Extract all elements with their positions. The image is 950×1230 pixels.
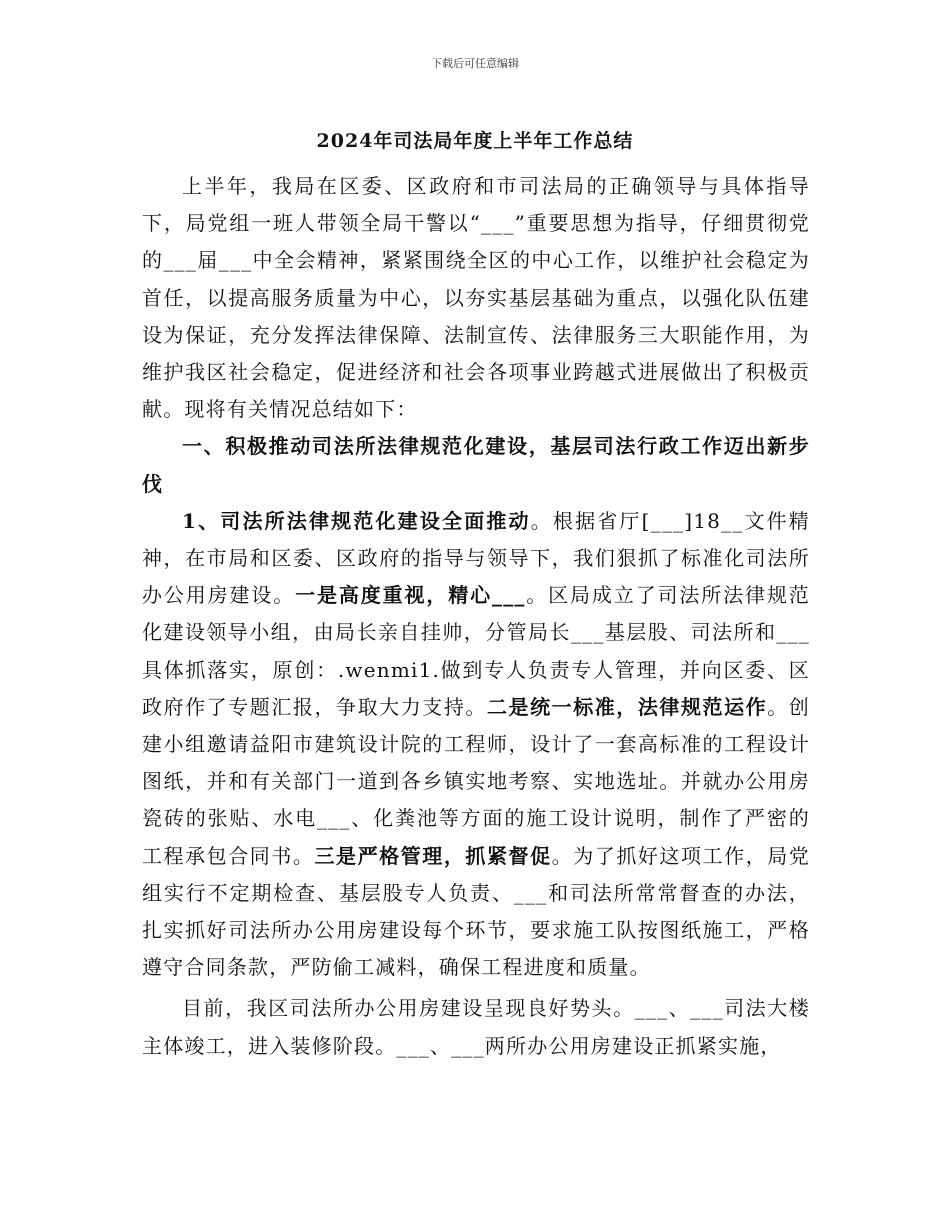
- header-note: 下载后可任意编辑: [431, 57, 519, 70]
- paragraph-text: 。区局成立了司法所法律规范化建设领导小组，由局长亲自挂帅，分管局长___基层股、司法所和___具体抓落实，原创：.wenmi1.做到专人负责专人管理，并向区委、区政府作了专题汇报，争取大力支持。: [142, 583, 811, 719]
- section-heading: 一、积极推动司法所法律规范化建设，基层司法行政工作迈出新步伐: [142, 434, 810, 496]
- paragraph-text: 。根据省厅[___]18__文件精神，在市局和区委、区政府的指导与领导下，我们狠抓了标准化司法所办公用房建设。: [142, 508, 810, 608]
- subsection-lead: 1、司法所法律规范化建设全面推动: [182, 508, 531, 533]
- document-body: [142, 168, 810, 1065]
- paragraph-text: 。为了抓好这项工作，局党组实行不定期检查、基层股专人负责、___和司法所常常督查的办法，扎实抓好司法所办公用房建设每个环节，要求施工队按图纸施工，严格遵守合同条款，严防偷工减料，确保工程进度和质量。: [142, 843, 810, 980]
- document-title: 2024年司法局年度上半年工作总结: [316, 130, 634, 152]
- paragraph-progress: 目前，我区司法所办公用房建设呈现良好势头。___、___司法大楼主体竣工，进入装修阶段。___、___两所办公用房建设正抓紧实施，: [142, 996, 810, 1058]
- paragraph-section-1: [142, 503, 810, 987]
- paragraph-text: 。创建小组邀请益阳市建筑设计院的工程师，设计了一套高标准的工程设计图纸，并和有关部门一道到各乡镇实地考察、实地选址。并就办公用房瓷砖的张贴、水电___、化粪池等方面的施工设计说明，制作了严密的工程承包合同书。: [142, 694, 810, 868]
- point-heading-1: 一是高度重视，精心___: [295, 583, 526, 608]
- point-heading-3: 三是严格管理，抓紧督促: [314, 843, 552, 868]
- point-heading-2: 二是统一标准，法律规范运作: [486, 694, 768, 719]
- paragraph-intro: 上半年，我局在区委、区政府和市司法局的正确领导与具体指导下，局党组一班人带领全局干警以“___”重要思想为指导，仔细贯彻党的___届___中全会精神，紧紧围绕全区的中心工作，以维护社会稳定为首任，以提高服务质量为中心，以夯实基层基础为重点，以强化队伍建设为保证，充分发挥法律保障、法制宣传、法律服务三大职能作用，为维护我区社会稳定，促进经济和社会各项事业跨越式进展做出了积极贡献。现将有关情况总结如下：: [142, 174, 810, 422]
